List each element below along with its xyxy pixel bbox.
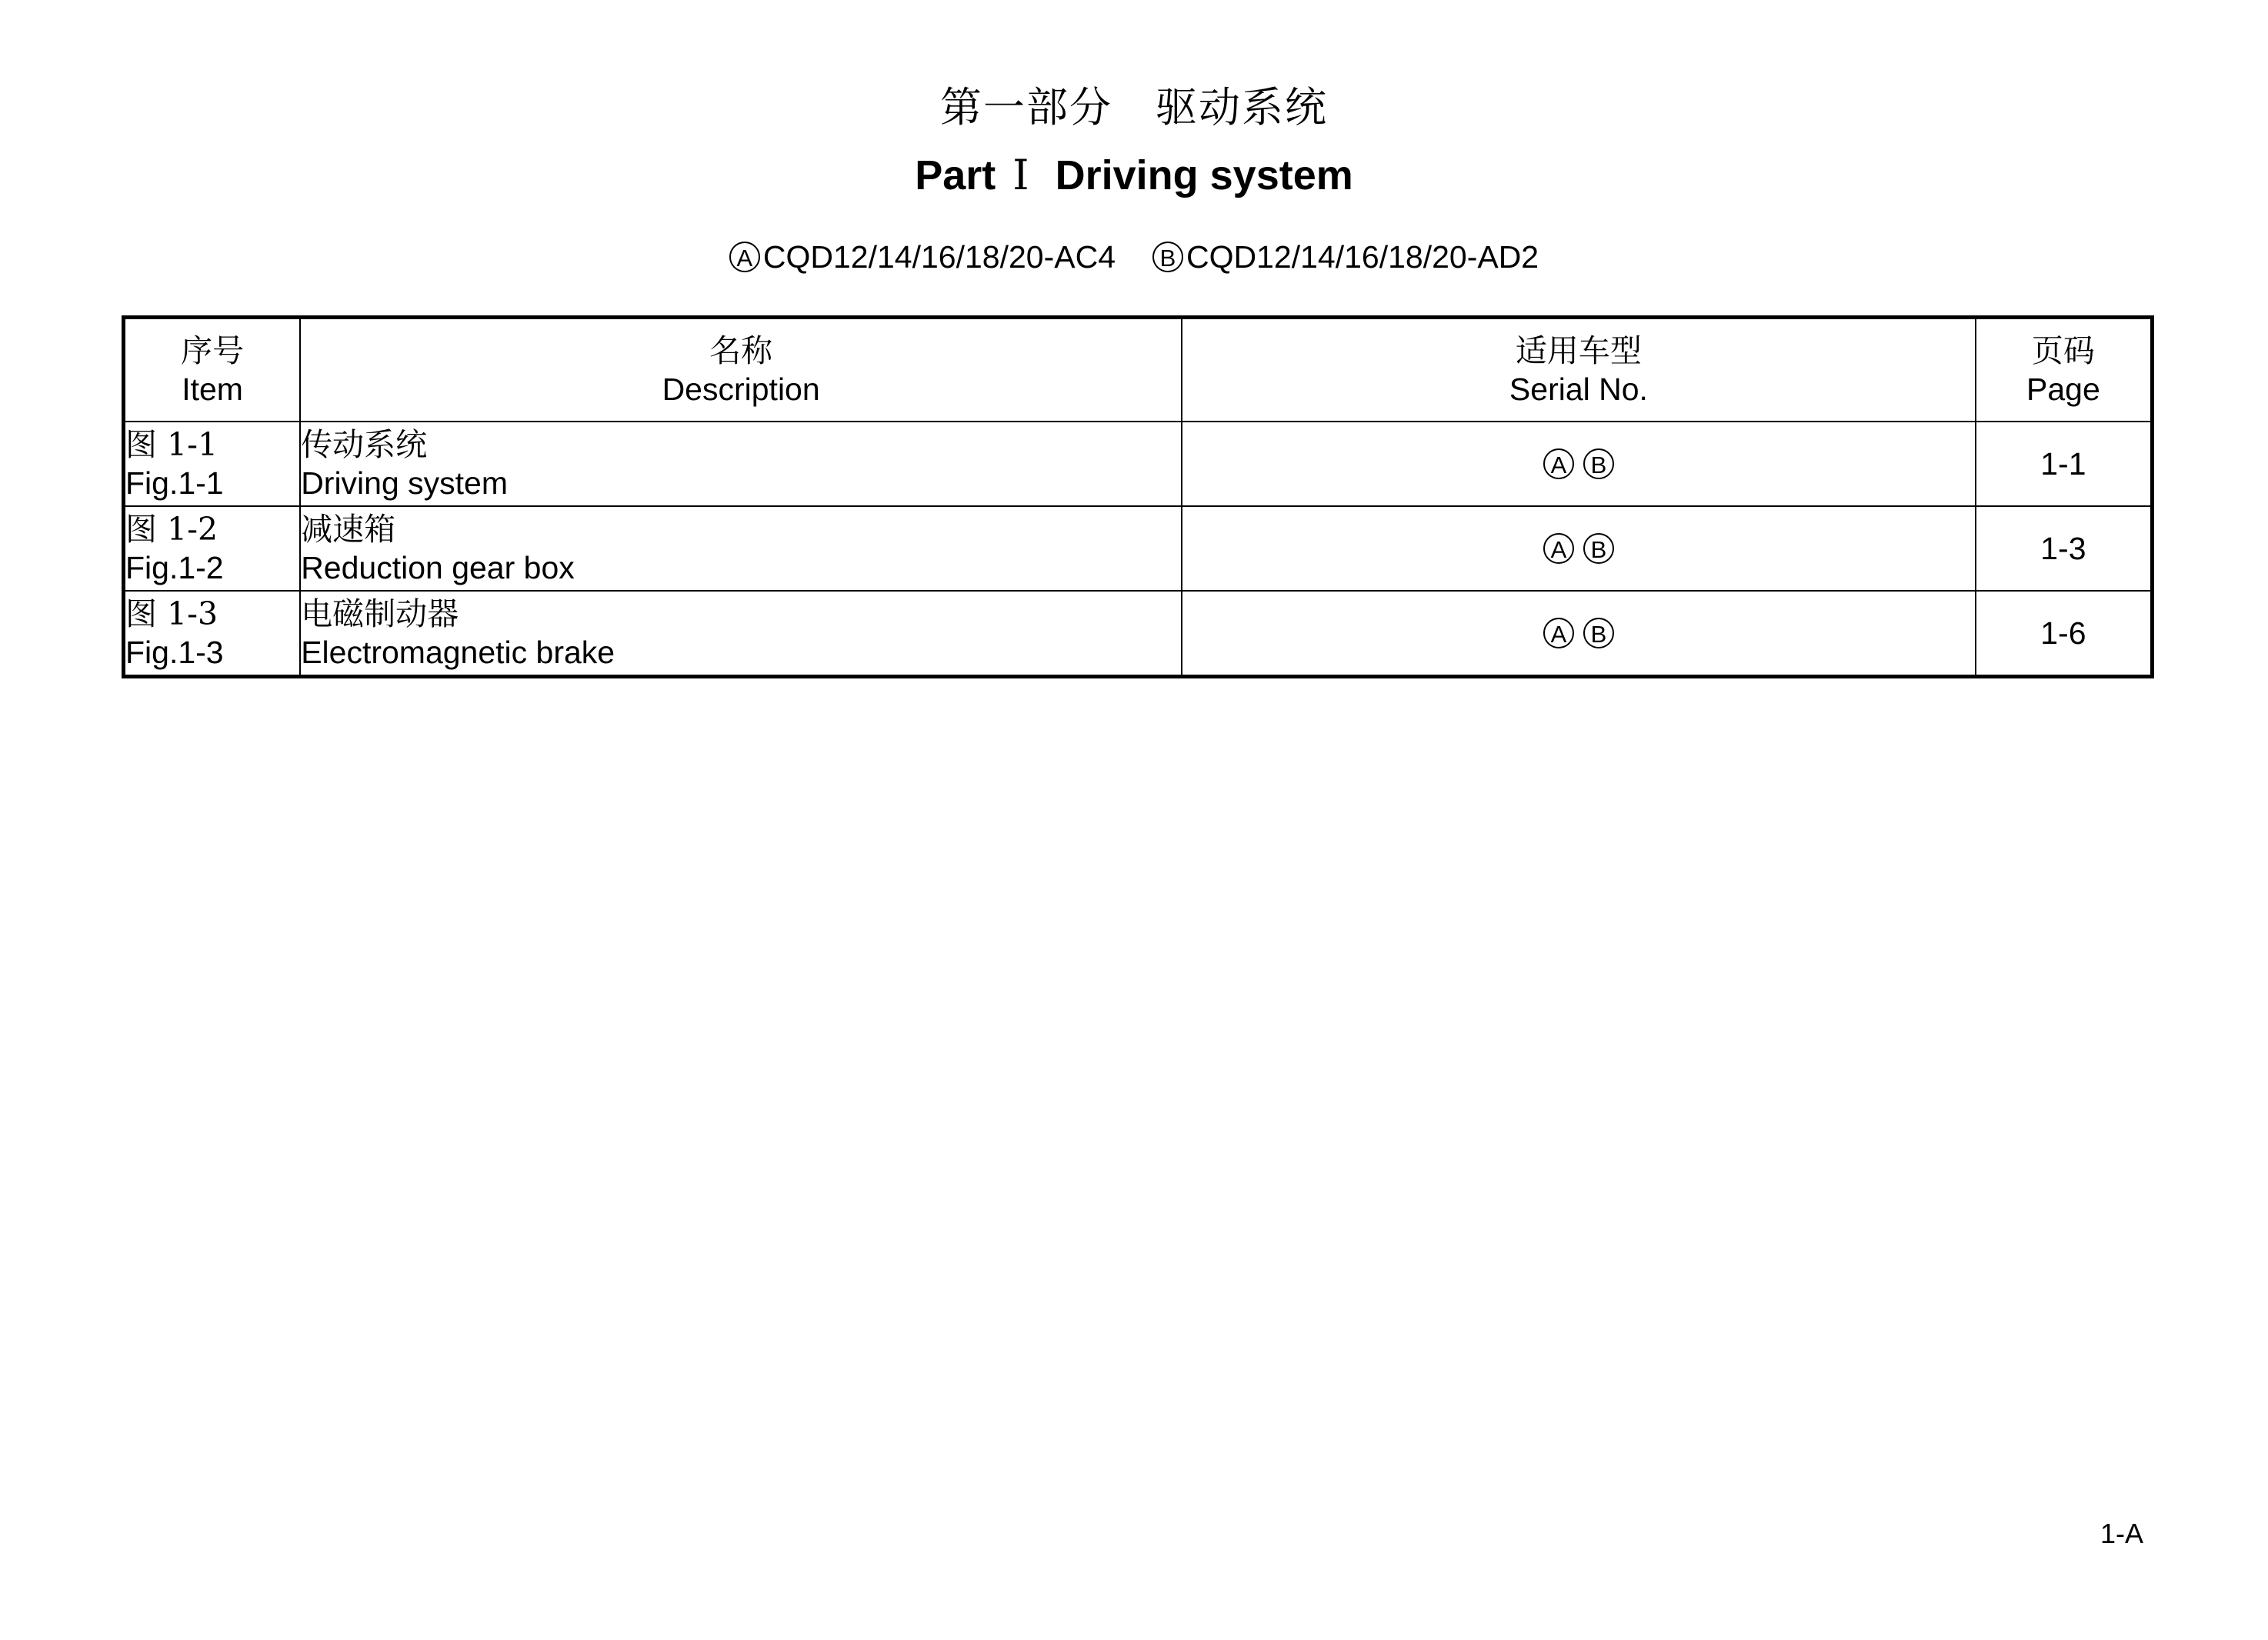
row-item-en: Fig.1-1 — [125, 465, 224, 501]
header-item-cn: 序号 — [181, 332, 245, 369]
header-page-cn: 页码 — [2031, 332, 2095, 369]
table-header-row — [124, 318, 2153, 422]
header-item — [124, 318, 301, 422]
header-page — [1976, 318, 2153, 422]
row-description-en: Electromagnetic brake — [301, 635, 615, 670]
row-serial-cell — [1182, 422, 1976, 506]
page-number: 1-A — [2100, 1518, 2144, 1549]
header-description — [300, 318, 1182, 422]
header-page-en: Page — [2026, 372, 2100, 407]
row-description-cn: 减速箱 — [301, 511, 396, 548]
header-serial-cn: 适用车型 — [1515, 332, 1642, 369]
row-description-cell — [300, 422, 1182, 506]
row-page-cell: 1-6 — [1976, 591, 2153, 677]
row-item-cn: 图 1-3 — [125, 595, 218, 632]
model-b-name: CQD12/14/16/18/20-AD2 — [1186, 239, 1539, 275]
row-item-en: Fig.1-3 — [125, 635, 224, 670]
model-a-name: CQD12/14/16/18/20-AC4 — [762, 239, 1116, 275]
circled-letter-a-icon: A — [1543, 618, 1574, 648]
title-part-numeral: Ⅰ — [1012, 151, 1029, 199]
table-row — [124, 591, 2153, 677]
applicable-models-line — [0, 237, 2268, 277]
row-description-cn: 电磁制动器 — [301, 595, 459, 632]
title-part-label: Part — [915, 152, 996, 198]
row-item-cn: 图 1-2 — [125, 511, 218, 548]
table-row — [124, 422, 2153, 506]
circled-letter-b-icon: B — [1583, 533, 1614, 564]
row-serial-cell — [1182, 591, 1976, 677]
table-row — [124, 506, 2153, 591]
header-serial-en: Serial No. — [1509, 372, 1648, 407]
model-a — [729, 239, 1116, 275]
circled-letter-a-icon: A — [729, 242, 760, 272]
circled-letter-b-icon: B — [1583, 618, 1614, 648]
title-system-name: Driving system — [1055, 152, 1353, 198]
row-description-cn: 传动系统 — [301, 426, 428, 463]
model-b — [1152, 239, 1539, 275]
header-description-en: Description — [662, 372, 820, 407]
row-item-cell — [124, 506, 301, 591]
row-serial-cell — [1182, 506, 1976, 591]
header-description-cn: 名称 — [709, 332, 773, 369]
row-item-en: Fig.1-2 — [125, 550, 224, 585]
row-item-cn: 图 1-1 — [125, 426, 218, 463]
row-description-cell — [300, 506, 1182, 591]
header-item-en: Item — [182, 372, 243, 407]
header-serial — [1182, 318, 1976, 422]
circled-letter-b-icon: B — [1583, 448, 1614, 479]
row-description-en: Reduction gear box — [301, 550, 575, 585]
row-item-cell — [124, 591, 301, 677]
row-description-en: Driving system — [301, 465, 509, 501]
row-description-cell — [300, 591, 1182, 677]
row-page-cell: 1-1 — [1976, 422, 2153, 506]
circled-letter-a-icon: A — [1543, 533, 1574, 564]
contents-table — [122, 315, 2154, 678]
page-title-english — [0, 150, 2268, 201]
row-item-cell — [124, 422, 301, 506]
circled-letter-b-icon: B — [1152, 242, 1183, 272]
page-title-chinese: 第一部分 驱动系统 — [940, 83, 1328, 132]
circled-letter-a-icon: A — [1543, 448, 1574, 479]
row-page-cell: 1-3 — [1976, 506, 2153, 591]
